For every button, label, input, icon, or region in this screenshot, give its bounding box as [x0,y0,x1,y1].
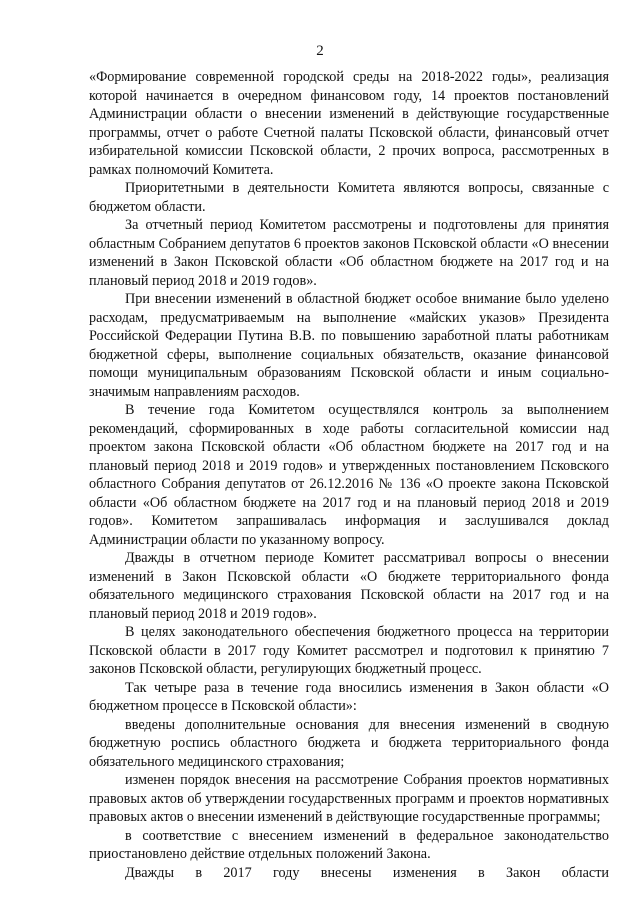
paragraph: изменен порядок внесения на рассмотрение Собрания проектов нормативных правовых актов об утверждении государственных программ и проектов нормативных правовых актов о внесении изменений в действующие государственные программы; [89,772,609,825]
paragraph: Дважды в отчетном периоде Комитет рассматривал вопросы о внесении изменений в Закон Псковской области «О бюджете территориального фонда обязательного медицинского страхования Псковской области на 2017 год и на плановый период 2018 и 2019 годов». [89,550,609,622]
paragraph: «Формирование современной городской среды на 2018-2022 годы», реализация которой начинается в очередном финансовом году, 14 проектов постановлений Администрации области о внесении изменений в действующие государственные программы, отчет о работе Счетной палаты Псковской области, финансовый отчет избирательной комиссии Псковской области, 2 прочих вопроса, рассмотренных в рамках полномочий Комитета. [89,69,609,178]
paragraph-continued: Дважды в 2017 году внесены изменения в Закон области [125,864,609,881]
paragraph: введены дополнительные основания для внесения изменений в сводную бюджетную роспись областного бюджета и бюджета территориального фонда обязательного медицинского страхования; [89,716,609,770]
paragraph: Приоритетными в деятельности Комитета являются вопросы, связанные с бюджетом области. [89,180,609,215]
paragraph: При внесении изменений в областной бюджет особое внимание было уделено расходам, предусматриваемым на выполнение «майских указов» Президента Российской Федерации Путина В.В. по повышению заработной платы работникам бюджетной сферы, выполнение социальных обязательств, оказание финансовой помощи муниципальным образованиям Псковской области и иным социально-значимым направлениям расходов. [89,291,609,400]
page-number: 2 [316,43,324,59]
paragraph: В течение года Комитетом осуществлялся контроль за выполнением рекомендаций, сформированных в ходе работы согласительной комиссии над проектом закона Псковской области «Об областном бюджете на 2017 год и на плановый период 2018 и 2019 годов» и утвержденных постановлением Псковского областного Собрания депутатов от 26.12.2016 № 136 «О проекте закона Псковской области «Об областном бюджете на 2017 год и на плановый период 2018 и 2019 годов». Комитетом запрашивалась информация и заслушивался доклад Администрации области по указанному вопросу. [89,402,609,548]
paragraph: Так четыре раза в течение года вносились изменения в Закон области «О бюджетном процессе в Псковской области»: [89,679,609,714]
paragraph: За отчетный период Комитетом рассмотрены и подготовлены для принятия областным Собранием депутатов 6 проектов законов Псковской области «О внесении изменений в Закон Псковской области «Об областном бюджете на 2017 год и на плановый период 2018 и 2019 годов». [89,217,609,289]
paragraph: В целях законодательного обеспечения бюджетного процесса на территории Псковской области в 2017 году Комитет рассмотрел и подготовил к принятию 7 законов Псковской области, регулирующих бюджетный процесс. [89,624,609,677]
document-body [89,68,609,882]
paragraph: в соответствие с внесением изменений в федеральное законодательство приостановлено действие отдельных положений Закона. [89,827,609,862]
